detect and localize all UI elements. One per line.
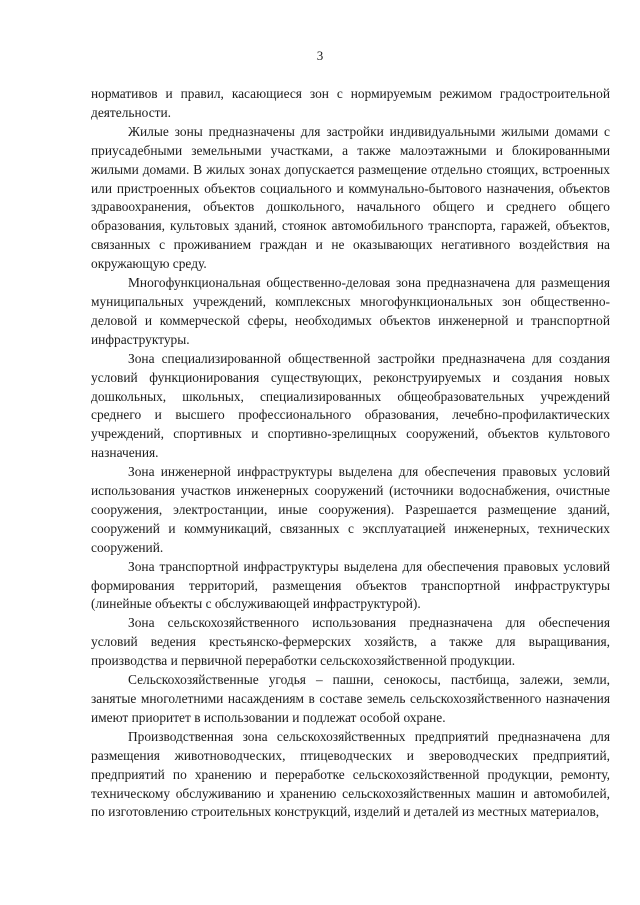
- paragraph-agricultural-production-zone: Производственная зона сельскохозяйственных предприятий предназначена для размещения животноводческих, птицеводческих и звероводческих предприятий, предприятий по хранению и переработке сельскохозяйственной продукции, ремонту, техническому обслуживанию и хранению сельскохозяйственных машин и автомобилей, по изготовлению строительных конструкций, изделий и деталей из местных материалов,: [91, 728, 610, 820]
- paragraph-public-business-zone: Многофункциональная общественно-деловая зона предназначена для размещения муниципальных учреждений, комплексных многофункциональных зон общественно-деловой и коммерческой сферы, необходимых объектов инженерной и транспортной инфраструктуры.: [91, 275, 610, 347]
- paragraph-agricultural-use-zone: Зона сельскохозяйственного использования предназначена для обеспечения условий ведения крестьянско-фермерских хозяйств, а также для выращивания, производства и первичной переработки сельскохозяйственной продукции.: [91, 615, 610, 669]
- paragraph-specialized-public-zone: Зона специализированной общественной застройки предназначена для создания условий функционирования существующих, реконструируемых и создания новых дошкольных, школьных, специализированных общеобразовательных учреждений среднего и высшего профессионального образования, лечебно-профилактических учреждений, спортивных и спортивно-зрелищных сооружений, объектов культового назначения.: [91, 350, 610, 461]
- document-body: [91, 85, 610, 822]
- paragraph-agricultural-lands: Сельскохозяйственные угодья – пашни, сенокосы, пастбища, залежи, земли, занятые многолетними насаждениям в составе земель сельскохозяйственного назначения имеют приоритет в использовании и подлежат особой охране.: [91, 672, 610, 725]
- page-number: 3: [316, 48, 324, 63]
- paragraph-transport-infrastructure-zone: Зона транспортной инфраструктуры выделена для обеспечения правовых условий формирования территорий, размещения объектов транспортной инфраструктуры (линейные объекты с обслуживающей инфраструктурой).: [91, 558, 610, 612]
- paragraph-continuation: нормативов и правил, касающиеся зон с нормируемым режимом градостроительной деятельности.: [91, 86, 610, 120]
- paragraph-residential-zones: Жилые зоны предназначены для застройки индивидуальными жилыми домами с приусадебными земельными участками, а также малоэтажными и блокированными жилыми домами. В жилых зонах допускается размещение отдельно стоящих, встроенных или пристроенных объектов социального и коммунально-бытового назначения, объектов здравоохранения, объектов дошкольного, начального общего и среднего общего образования, культовых зданий, стоянок автомобильного транспорта, гаражей, объектов, связанных с проживанием граждан и не оказывающих негативного воздействия на окружающую среду.: [91, 123, 610, 272]
- paragraph-engineering-infrastructure-zone: Зона инженерной инфраструктуры выделена для обеспечения правовых условий использования участков инженерных сооружений (источники водоснабжения, очистные сооружения, электростанции, иные сооружения). Разрешается размещение зданий, сооружений и коммуникаций, связанных с эксплуатацией инженерных, технических сооружений.: [91, 464, 610, 555]
